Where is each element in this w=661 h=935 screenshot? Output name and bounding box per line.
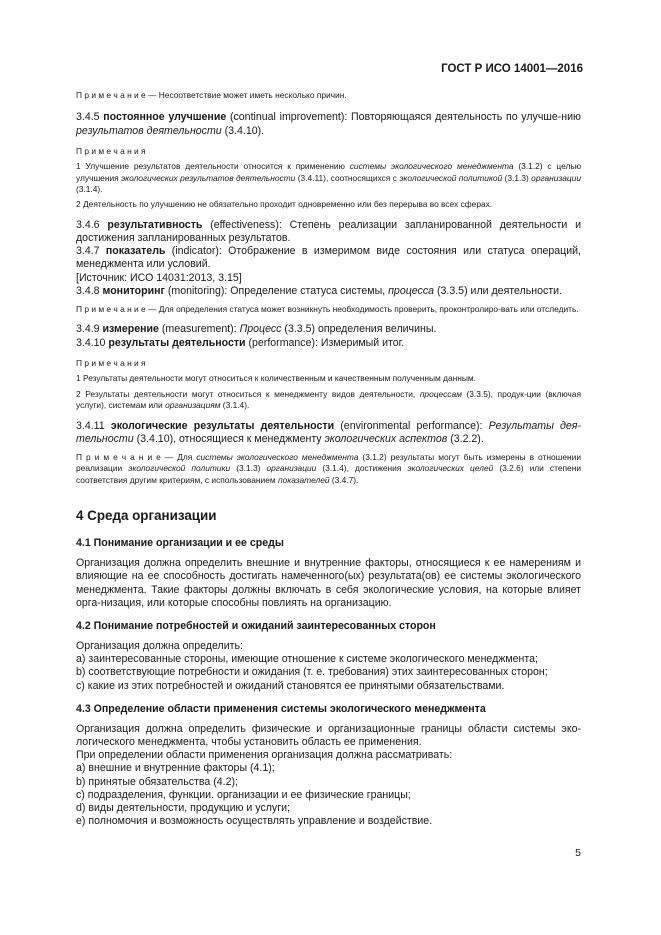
note-ref: экологических целей [407, 463, 494, 474]
term-definition-end: (3.4.10). [221, 124, 265, 137]
page-header: ГОСТ Р ИСО 14001—2016 [441, 63, 583, 75]
note-label: П р и м е ч а н и е [76, 451, 161, 462]
term-reference: экологических аспектов [324, 432, 448, 445]
note-text: (3.1.2) результаты могут быть измерены в отношении реализации [76, 451, 582, 474]
note-label: П р и м е ч а н и е [76, 90, 146, 100]
term-number: 3.4.8 [76, 284, 103, 297]
list-item: b) принятые обязательства (4.2); [76, 775, 238, 788]
note-3-4-5-1 [76, 161, 581, 195]
term-definition: (3.4.10), относящиеся к менеджменту [133, 432, 325, 445]
term-number: 3.4.5 [76, 111, 104, 124]
term-3-4-8 [76, 285, 581, 298]
note-3-4-11 [76, 452, 581, 486]
note-text: (3.1.4). [220, 400, 250, 411]
term-name: измерение [102, 323, 159, 336]
note-text: (3.1.3) [230, 463, 267, 474]
term-definition: (environmental performance): [334, 419, 489, 432]
note-ref: организациям [165, 400, 221, 411]
term-name: экологические результаты деятельности [110, 419, 335, 432]
note-text: (3.1.2) с целью улучшения [76, 161, 581, 183]
term-definition: (performance): Измеримый итог. [245, 336, 405, 349]
term-number: 3.4.11 [76, 419, 111, 432]
term-definition: (effectiveness): Степень реализации запланированной деятельности и достижения запланированных результатов. [76, 218, 581, 245]
section-4-title: 4 Среда организации [76, 508, 217, 524]
note-text: — Для [160, 451, 197, 462]
note-3-4-8 [76, 304, 581, 315]
note-3-4-10-2 [76, 389, 581, 412]
term-name: постоянное улучшение [103, 111, 227, 124]
page-number: 5 [575, 847, 581, 859]
section-4-3-title: 4.3 Определение области применения системы экологического менеджмента [76, 702, 486, 715]
term-name: показатель [105, 245, 166, 258]
term-definition-end: (3.2.2). [447, 432, 484, 445]
note-text: 2 Результаты деятельности могут относиться к менеджменту видов деятельности, [76, 388, 420, 399]
notes-label: П р и м е ч а н и я [76, 357, 146, 368]
term-source: [Источник: ИСО 14031:2013, 3.15] [76, 271, 242, 284]
note-text: (3.4.7). [329, 474, 359, 485]
term-reference: Результаты дея-тельности [76, 419, 581, 445]
list-item: а) внешние и внутренние факторы (4.1); [76, 762, 275, 775]
note-ref: экологической политики [128, 463, 231, 474]
note-ref: организации [531, 172, 582, 183]
note-label: П р и м е ч а н и е [76, 304, 146, 315]
term-3-4-10 [76, 337, 581, 350]
term-number: 3.4.7 [76, 245, 106, 258]
note-ref: показателей [277, 474, 330, 485]
note-ref: процессам [419, 388, 462, 399]
section-4-2-intro: Организация должна определить: [76, 639, 243, 652]
note-text: (3.2.6) или степени соответствия другим критериям, с использованием [76, 463, 581, 485]
term-definition-end: (3.3.5) определения величины. [281, 323, 437, 336]
section-4-2-title: 4.2 Понимание потребностей и ожиданий заинтересованных сторон [76, 619, 436, 632]
term-3-4-5 [76, 111, 581, 137]
term-definition: (continual improvement): Повторяющаяся деятельность по улучше-нию [226, 111, 581, 124]
term-name: результаты деятельности [108, 336, 246, 349]
notes-label: П р и м е ч а н и я [76, 145, 146, 156]
note-text: — Несоответствие может иметь несколько причин. [145, 90, 347, 100]
section-4-1-title: 4.1 Понимание организации и ее среды [76, 537, 284, 550]
term-name: мониторинг [102, 284, 165, 297]
note-text: (3.1.4), достижения [316, 463, 408, 474]
term-3-4-6 [76, 219, 581, 245]
list-item: с) какие из этих потребностей и ожиданий становятся ее принятыми обязательствами. [76, 679, 505, 692]
term-3-4-9 [76, 323, 581, 336]
page-content [76, 90, 581, 828]
list-item: с) подразделения, функции. организации и ее физические границы; [76, 788, 411, 801]
list-item: d) виды деятельности, продукцию и услуги; [76, 801, 290, 814]
note-nonconformity [76, 90, 581, 101]
term-reference: результатов деятельности [76, 124, 222, 137]
list-item: е) полномочия и возможность осуществлять управление и воздействие. [76, 815, 433, 828]
note-3-4-5-2: 2 Деятельность по улучшению не обязательно проходит одновременно или без перерыва во всех сферах. [76, 199, 493, 210]
term-definition-end: (3.3.5) или деятельности. [434, 284, 563, 297]
term-number: 3.4.9 [76, 323, 103, 336]
note-text: (3.4.11), соотносящихся с [295, 172, 400, 183]
note-text: (3.3.5), продук-ции (включая услуги), системам или [76, 388, 581, 411]
note-ref: системы экологического менеджмента [196, 451, 359, 462]
term-definition: (measurement): [158, 323, 240, 336]
term-name: результативность [107, 218, 203, 231]
section-4-1-text: Организация должна определить внешние и внутренние факторы, относящиеся к ее намерениям и влияющие на ее способность достигать намеченного(ых) результата(ов) ее системы экологического менеджмента. Такие факторы должны включать в себя экологические условия, на которые влияет орга-низация, или которые способны повлиять на организацию. [76, 557, 581, 609]
note-3-4-10-1: 1 Результаты деятельности могут относиться к количественным и качественным полученным данным. [76, 373, 476, 384]
term-3-4-7 [76, 245, 581, 271]
note-ref: организации [266, 463, 317, 474]
term-reference: процесса [388, 284, 435, 297]
term-number: 3.4.10 [76, 336, 109, 349]
note-ref: экологических результатов деятельности [121, 172, 296, 183]
section-4-3-intro: При определении области применения организация должна рассматривать: [76, 749, 453, 762]
note-text: (3.1.3) [502, 172, 532, 183]
term-definition: (indicator): Отображение в измеримом виде состояния или статуса операций, менеджмента или условий. [76, 245, 581, 271]
note-text: — Для определения статуса может возникнуть необходимость проверить, проконтролиро-вать или отследить. [145, 304, 579, 315]
list-item: а) заинтересованные стороны, имеющие отношение к системе экологического менеджмента; [76, 653, 538, 666]
note-text: (3.1.4). [76, 184, 103, 195]
note-text: 1 Улучшение результатов деятельности относится к применению [76, 161, 350, 172]
note-ref: экологической политикой [399, 172, 503, 183]
term-reference: Процесс [239, 323, 282, 336]
term-definition: (monitoring): Определение статуса системы, [164, 284, 389, 297]
note-ref: системы экологического менеджмента [349, 161, 514, 172]
term-number: 3.4.6 [76, 218, 108, 231]
term-3-4-11 [76, 420, 581, 446]
list-item: b) соответствующие потребности и ожидания (т. е. требования) этих заинтересованных сторон; [76, 666, 548, 679]
section-4-3-text: Организация должна определить физические и организационные границы области системы эко-логического менеджмента, чтобы установить область ее применения. [76, 722, 581, 748]
